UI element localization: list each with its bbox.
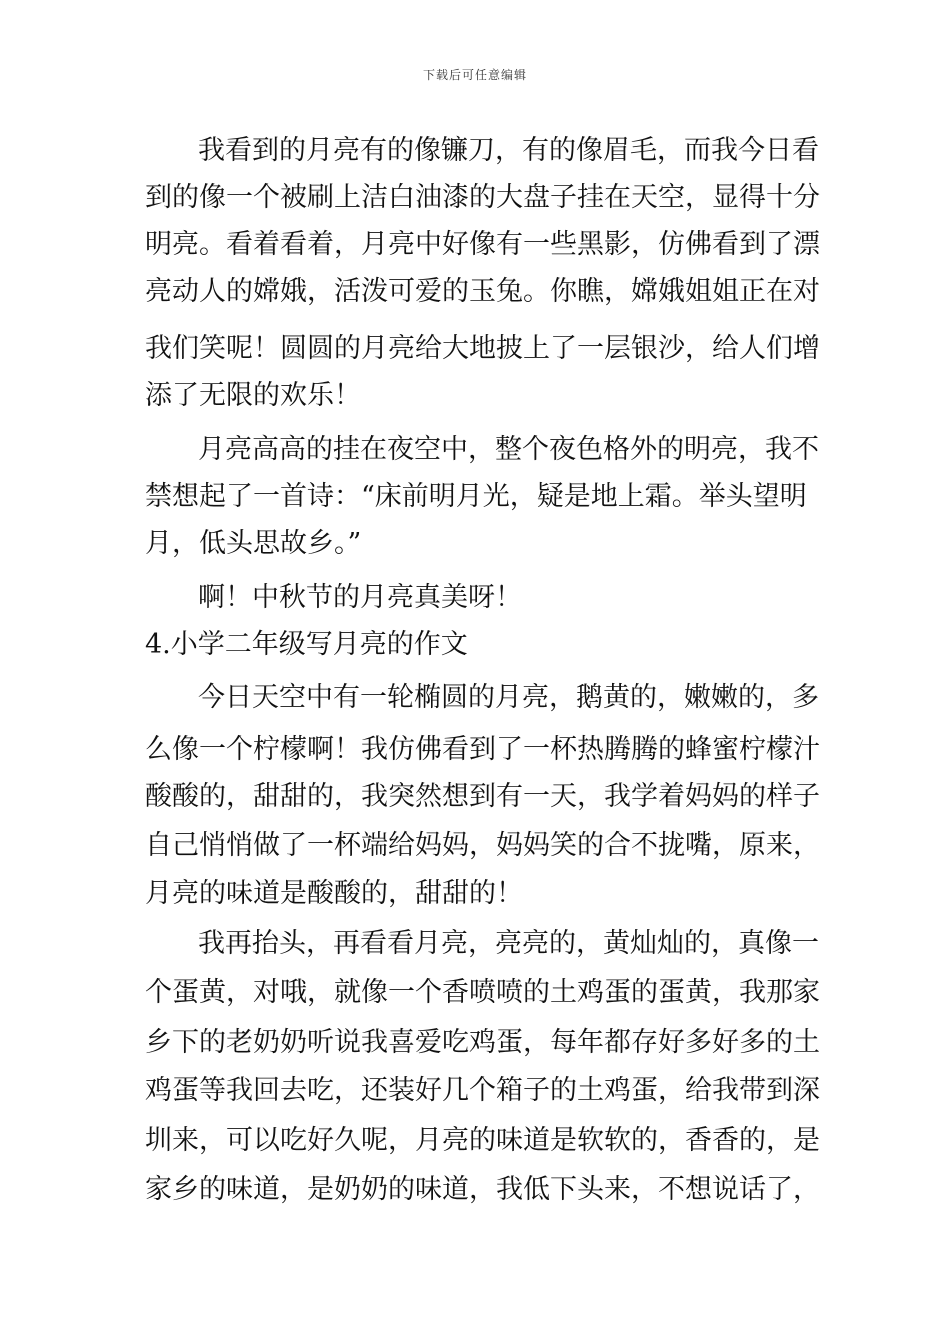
text-line: 到的像一个被刷上洁白油漆的大盘子挂在天空，显得十分 [145,182,820,213]
text-line: 乡下的老奶奶听说我喜爱吃鸡蛋，每年都存好多好多的土 [145,1027,820,1058]
text-line: 么像一个柠檬啊！我仿佛看到了一杯热腾腾的蜂蜜柠檬汁 [145,734,820,765]
text-line: 亮动人的嫦娥，活泼可爱的玉兔。你瞧，嫦娥姐姐正在对 [145,276,820,307]
text-line: 我再抬头，再看看月亮，亮亮的，黄灿灿的，真像一 [198,928,819,959]
section-heading: 4.小学二年级写月亮的作文 [145,629,468,660]
text-line: 添了无限的欢乐！ [145,380,361,411]
header-note: 下载后可任意编辑 [422,68,527,82]
text-line: 今日天空中有一轮椭圆的月亮，鹅黄的，嫩嫩的，多 [198,682,819,713]
text-line: 禁想起了一首诗：“床前明月光，疑是地上霜。举头望明 [145,481,807,512]
text-line: 月亮的味道是酸酸的，甜甜的！ [145,878,523,909]
text-line: 酸酸的，甜甜的，我突然想到有一天，我学着妈妈的样子 [145,781,820,812]
text-line: 我们笑呢！圆圆的月亮给大地披上了一层银沙，给人们增 [145,333,820,364]
text-line: 月亮高高的挂在夜空中，整个夜色格外的明亮，我不 [198,434,819,465]
text-line: 我看到的月亮有的像镰刀，有的像眉毛，而我今日看 [198,135,819,166]
text-line: 月，低头思故乡。” [145,528,362,559]
text-line: 个蛋黄，对哦，就像一个香喷喷的土鸡蛋的蛋黄，我那家 [145,977,820,1008]
text-line: 家乡的味道，是奶奶的味道，我低下头来，不想说话了， [145,1174,820,1205]
text-line: 圳来，可以吃好久呢，月亮的味道是软软的，香香的，是 [145,1125,820,1156]
text-line: 明亮。看着看着，月亮中好像有一些黑影，仿佛看到了漂 [145,229,820,260]
text-line: 鸡蛋等我回去吃，还装好几个箱子的土鸡蛋，给我带到深 [145,1075,820,1106]
text-line: 啊！中秋节的月亮真美呀！ [198,582,522,613]
text-line: 自己悄悄做了一杯端给妈妈，妈妈笑的合不拢嘴，原来， [145,830,820,861]
